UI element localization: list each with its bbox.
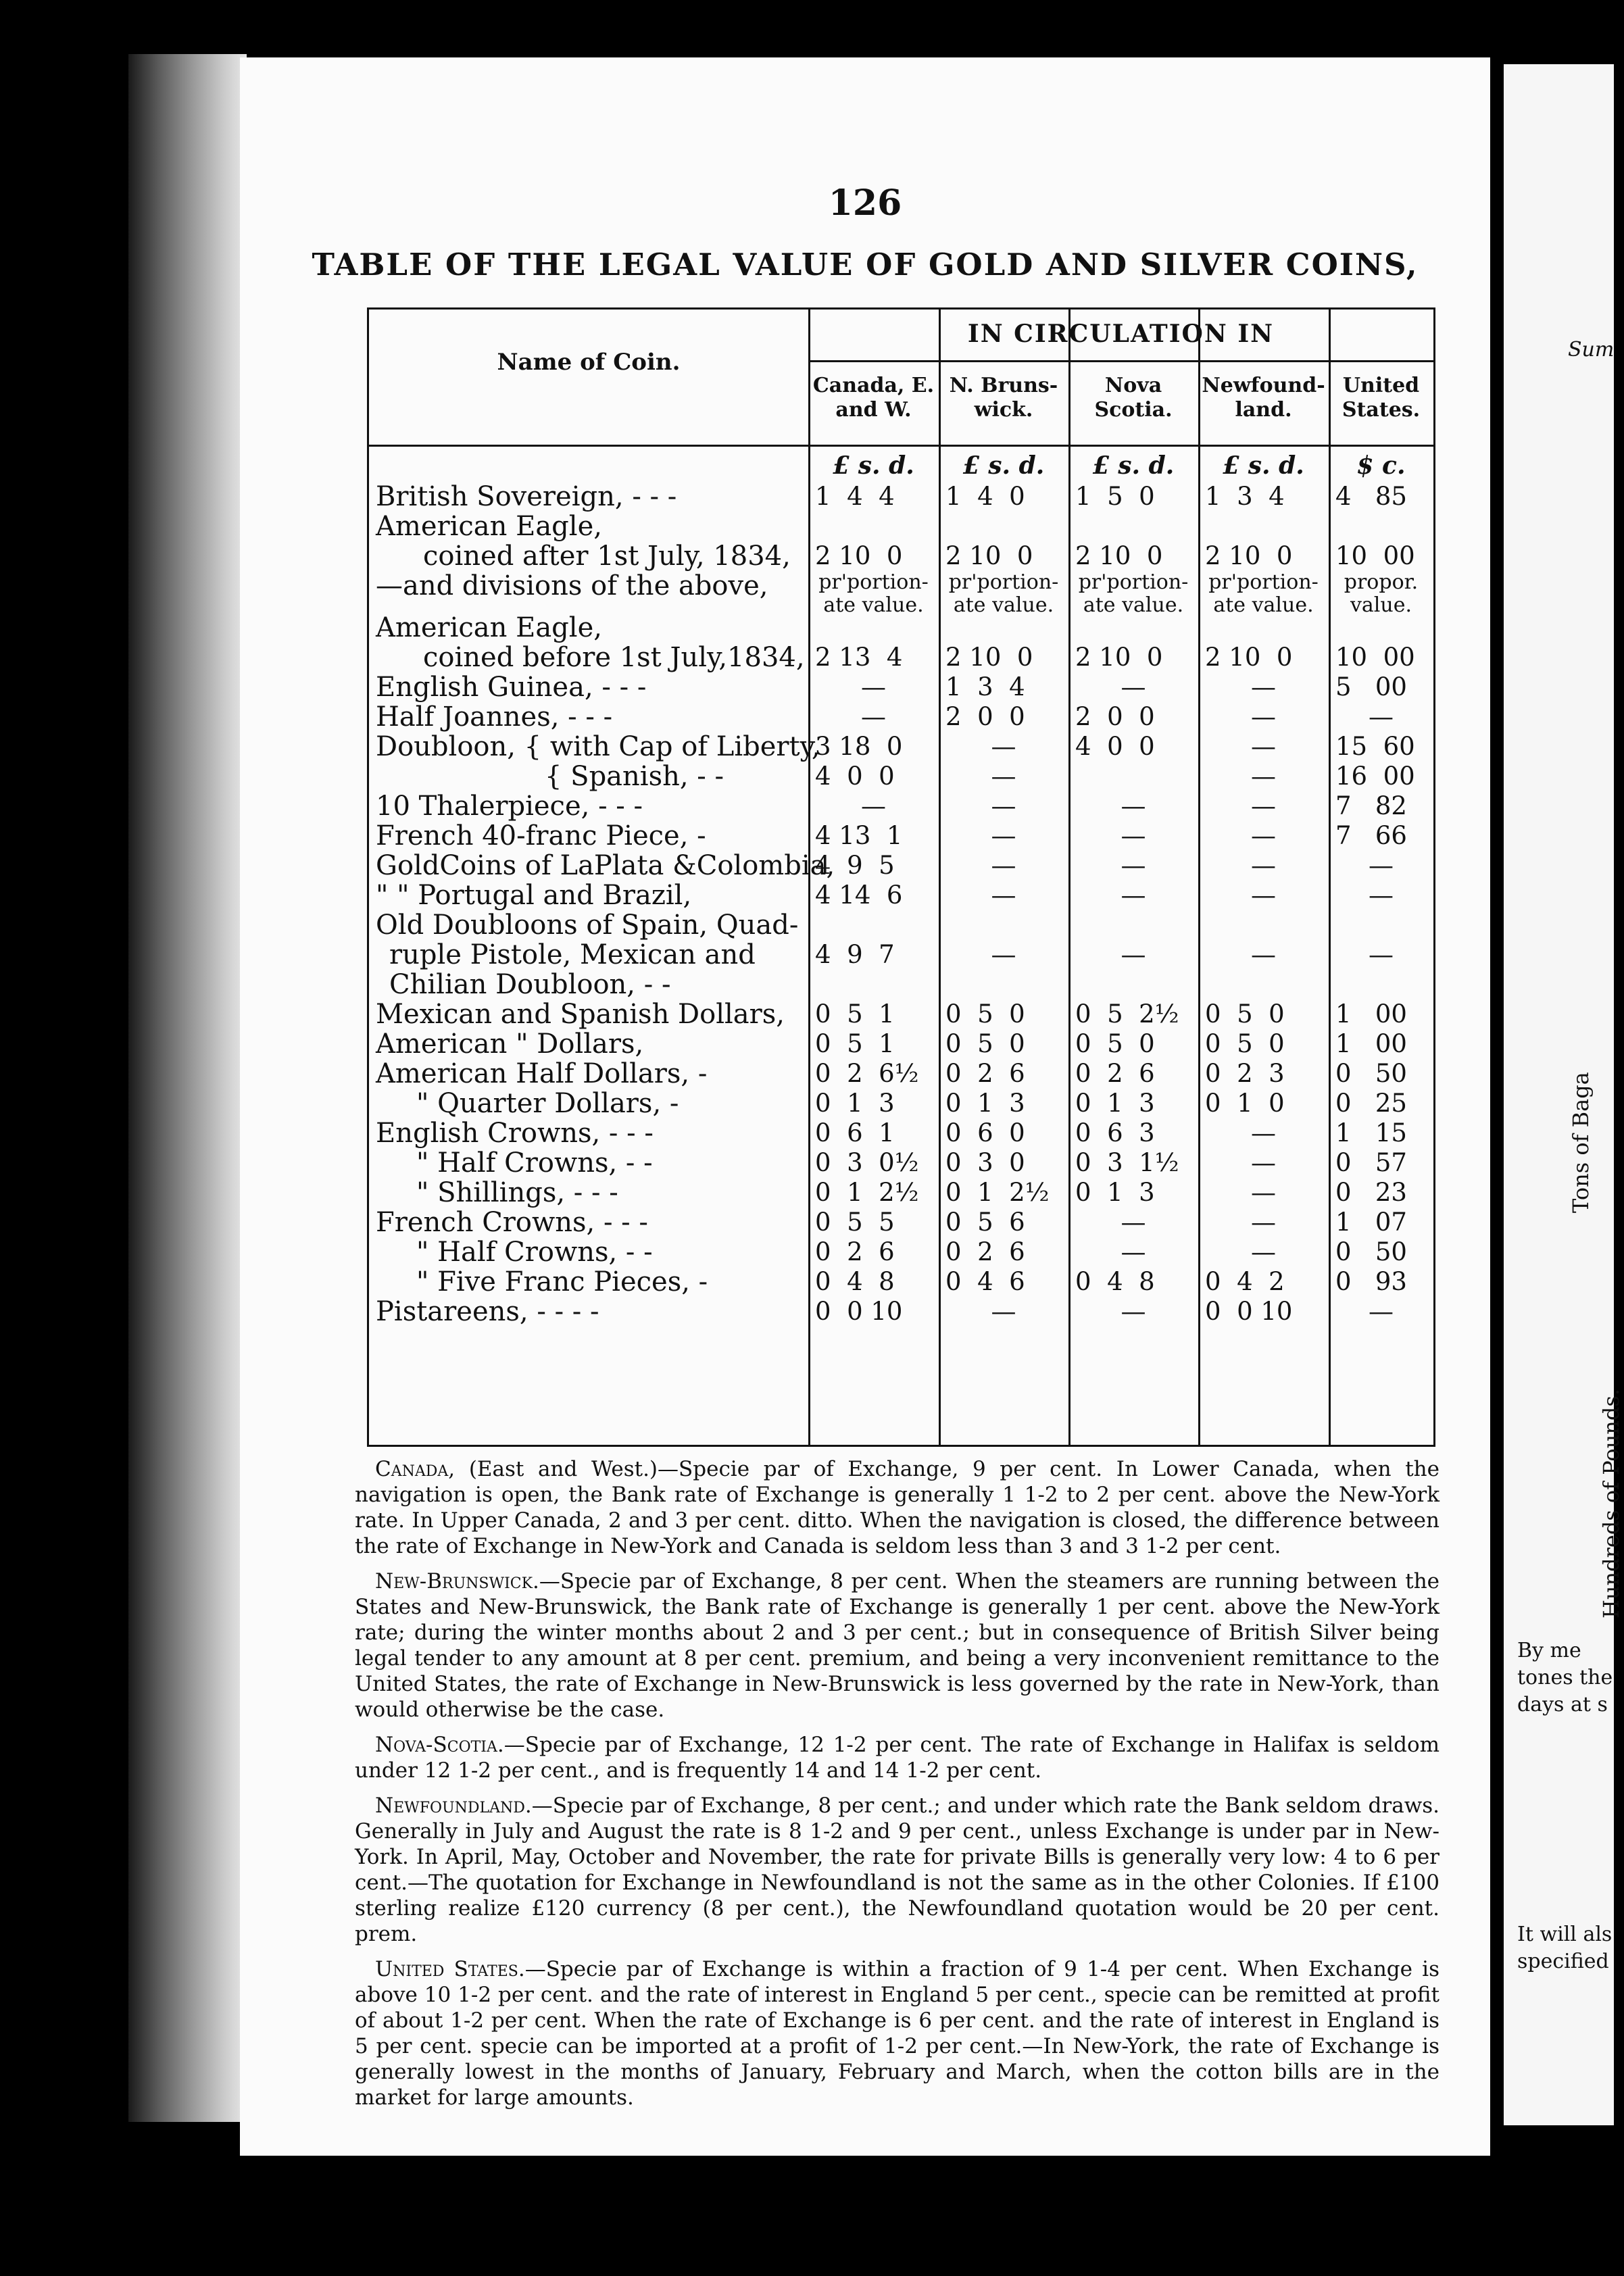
value-cell: — bbox=[1369, 851, 1394, 880]
note-text: (East and West.)—Specie par of Exchange, 9 per cent. In Lower Canada, when the navigation is open, the Bank rate of Exchange is generally 1 1-2 to 2 per cent. above the New-York rate. In Upper Canada, 2 and 3 per cent. ditto. When the navigation is closed, the difference between the rate of Exchange in New-York and Canada is seldom less than 3 and 3 1-2 per cent. bbox=[355, 1457, 1440, 1558]
note-label: Nova-Scotia. bbox=[375, 1733, 504, 1757]
value-cell: 0 3 0 bbox=[945, 1148, 1025, 1177]
value-cell: 0 5 0 bbox=[1075, 1029, 1155, 1058]
unit-label: £ s. d. bbox=[833, 451, 914, 480]
value-cell: 0 5 1 bbox=[815, 1029, 895, 1058]
value-cell: — bbox=[1369, 881, 1394, 910]
value-cell: 0 50 bbox=[1335, 1059, 1407, 1088]
page-number: 126 bbox=[828, 182, 902, 224]
value-cell: — bbox=[1251, 702, 1276, 731]
value-cell: 4 0 0 bbox=[1075, 732, 1155, 761]
note-label: New-Brunswick. bbox=[375, 1569, 539, 1593]
note-text: —Specie par of Exchange, 8 per cent. When the steamers are running between the States and New-Brunswick, the Bank rate of Exchange is generally 1 per cent. above the New-York rate; during the winter months about 2 and 3 per cent.; but in consequence of British Silver being legal tender to any amount at 8 per cent. premium, and being a very inconvenient remittance to the United States, the rate of Exchange in New-Brunswick is less governed by the rate in New-York, than would otherwise be the case. bbox=[355, 1569, 1440, 1722]
facing-text: Hundreds of Pounds. bbox=[1598, 1389, 1624, 1618]
value-cell: 1 00 bbox=[1335, 1029, 1407, 1058]
coin-name: French Crowns, - - - bbox=[376, 1207, 648, 1238]
coin-name: " Half Crowns, - - bbox=[416, 1237, 653, 1268]
header-rule bbox=[369, 445, 1433, 447]
value-cell: — bbox=[1121, 791, 1146, 820]
value-cell: 7 82 bbox=[1335, 791, 1407, 820]
value-cell: 1 5 0 bbox=[1075, 482, 1155, 511]
value-cell: pr'portion-ate value. bbox=[1078, 570, 1189, 617]
value-cell: 0 1 2½ bbox=[945, 1178, 1050, 1207]
unit-label: £ s. d. bbox=[962, 451, 1045, 480]
value-cell: pr'portion-ate value. bbox=[948, 570, 1059, 617]
value-cell: 1 15 bbox=[1335, 1118, 1407, 1147]
coin-name: " " Portugal and Brazil, bbox=[376, 880, 692, 911]
facing-text: Sum bbox=[1568, 338, 1615, 362]
value-cell: — bbox=[991, 732, 1016, 761]
value-cell: 0 2 6 bbox=[945, 1059, 1025, 1088]
note-label: Canada, bbox=[375, 1457, 456, 1481]
coin-name: —and divisions of the above, bbox=[376, 570, 768, 601]
value-cell: 2 10 0 bbox=[1075, 643, 1163, 672]
value-cell: — bbox=[1251, 881, 1276, 910]
coin-name: Half Joannes, - - - bbox=[376, 701, 613, 733]
value-cell: 2 10 0 bbox=[1205, 541, 1293, 570]
value-cell: 0 5 5 bbox=[815, 1208, 895, 1237]
note-text: —Specie par of Exchange, 8 per cent.; and under which rate the Bank seldom draws. Generally in July and August the rate is 8 1-2 and 9 per cent., unless Exchange is under par in New-York. In April, May, October and November, the rate for private Bills is generally very low: 4 to 6 per cent.—The quotation for Exchange in Newfoundland is not the same as in the other Colonies. If £100 sterling realize £120 currency (8 per cent.), the Newfoundland quotation would be 20 per cent. prem. bbox=[355, 1793, 1440, 1946]
value-cell: — bbox=[1369, 940, 1394, 969]
note-nova-scotia bbox=[355, 1732, 1440, 1783]
value-cell: 0 5 0 bbox=[1205, 1029, 1285, 1058]
value-cell: 2 10 0 bbox=[945, 541, 1033, 570]
value-cell: 0 4 8 bbox=[1075, 1267, 1155, 1296]
notes bbox=[355, 1456, 1440, 2120]
value-cell: 0 3 1½ bbox=[1075, 1148, 1179, 1177]
value-cell: — bbox=[861, 702, 886, 731]
value-cell: 0 50 bbox=[1335, 1237, 1407, 1266]
name-column-header: Name of Coin. bbox=[497, 349, 681, 376]
value-cell: 0 1 3 bbox=[945, 1089, 1025, 1118]
coin-name: 10 Thalerpiece, - - - bbox=[376, 791, 643, 822]
value-cell: 0 1 2½ bbox=[815, 1178, 919, 1207]
value-cell: 0 5 6 bbox=[945, 1208, 1025, 1237]
value-cell: — bbox=[861, 672, 886, 701]
value-cell: — bbox=[1251, 1178, 1276, 1207]
value-cell: 4 0 0 bbox=[815, 762, 895, 791]
unit-label: £ s. d. bbox=[1092, 451, 1175, 480]
coin-name: British Sovereign, - - - bbox=[376, 481, 677, 512]
value-cell: — bbox=[861, 791, 886, 820]
value-cell: — bbox=[1251, 1208, 1276, 1237]
value-cell: pr'portion-ate value. bbox=[818, 570, 929, 617]
book-page bbox=[240, 57, 1490, 2156]
facing-text: days at s bbox=[1517, 1693, 1608, 1716]
value-cell: 0 4 2 bbox=[1205, 1267, 1285, 1296]
value-cell: 4 9 5 bbox=[815, 851, 895, 880]
value-cell: 0 2 6½ bbox=[815, 1059, 919, 1088]
coin-name: English Guinea, - - - bbox=[376, 672, 647, 703]
note-text: —Specie par of Exchange, 12 1-2 per cent. The rate of Exchange in Halifax is seldom under 12 1-2 per cent., and is frequently 14 and 14 1-2 per cent. bbox=[355, 1733, 1440, 1783]
facing-text: By me bbox=[1517, 1639, 1581, 1662]
coin-name: ruple Pistole, Mexican and bbox=[389, 939, 756, 970]
value-cell: 1 3 4 bbox=[1205, 482, 1285, 511]
value-cell: 2 0 0 bbox=[1075, 702, 1155, 731]
value-cell: — bbox=[1121, 1208, 1146, 1237]
value-cell: 0 4 6 bbox=[945, 1267, 1025, 1296]
value-cell: 1 4 0 bbox=[945, 482, 1025, 511]
coin-name: English Crowns, - - - bbox=[376, 1118, 654, 1149]
column-header: N. Bruns-wick. bbox=[949, 374, 1058, 422]
coin-name: " Shillings, - - - bbox=[416, 1177, 618, 1208]
value-cell: 0 0 10 bbox=[1205, 1297, 1293, 1326]
value-cell: — bbox=[1251, 791, 1276, 820]
column-header: United States. bbox=[1342, 374, 1421, 422]
value-cell: — bbox=[1251, 851, 1276, 880]
value-cell: 0 3 0½ bbox=[815, 1148, 919, 1177]
value-cell: 2 13 4 bbox=[815, 643, 903, 672]
value-cell: 0 1 3 bbox=[815, 1089, 895, 1118]
facing-text: tones the bbox=[1517, 1666, 1613, 1689]
value-cell: 1 4 4 bbox=[815, 482, 895, 511]
group-header: IN CIRCULATION IN bbox=[967, 320, 1275, 348]
value-cell: 16 00 bbox=[1335, 762, 1415, 791]
value-cell: 0 1 0 bbox=[1205, 1089, 1285, 1118]
unit-label: $ c. bbox=[1356, 451, 1406, 480]
value-cell: pr'portion-ate value. bbox=[1208, 570, 1319, 617]
value-cell: — bbox=[991, 881, 1016, 910]
column-header: Canada, E. and W. bbox=[812, 374, 935, 422]
value-cell: — bbox=[1251, 762, 1276, 791]
value-cell: 15 60 bbox=[1335, 732, 1415, 761]
value-cell: — bbox=[1251, 1118, 1276, 1147]
value-cell: — bbox=[991, 821, 1016, 850]
value-cell: 0 6 0 bbox=[945, 1118, 1025, 1147]
column-header: Nova Scotia. bbox=[1094, 374, 1173, 422]
value-cell: 0 1 3 bbox=[1075, 1178, 1155, 1207]
value-cell: 4 14 6 bbox=[815, 881, 903, 910]
coin-name: { Spanish, - - bbox=[545, 761, 724, 792]
value-cell: 0 23 bbox=[1335, 1178, 1407, 1207]
value-cell: 10 00 bbox=[1335, 541, 1415, 570]
value-cell: — bbox=[991, 1297, 1016, 1326]
note-canada bbox=[355, 1456, 1440, 1559]
value-cell: 10 00 bbox=[1335, 643, 1415, 672]
value-cell: 0 4 8 bbox=[815, 1267, 895, 1296]
value-cell: 0 5 0 bbox=[945, 1029, 1025, 1058]
value-cell: 0 5 2½ bbox=[1075, 999, 1179, 1029]
value-cell: 0 2 6 bbox=[1075, 1059, 1155, 1088]
value-cell: 0 57 bbox=[1335, 1148, 1407, 1177]
coin-name: Pistareens, - - - - bbox=[376, 1296, 599, 1327]
coin-name: Chilian Doubloon, - - bbox=[389, 969, 671, 1000]
coin-name: American " Dollars, bbox=[376, 1029, 644, 1060]
value-cell: — bbox=[1121, 851, 1146, 880]
value-cell: 1 07 bbox=[1335, 1208, 1407, 1237]
value-cell: 0 6 1 bbox=[815, 1118, 895, 1147]
value-cell: — bbox=[991, 940, 1016, 969]
coin-name: French 40-franc Piece, - bbox=[376, 820, 706, 851]
value-cell: 1 00 bbox=[1335, 999, 1407, 1029]
value-cell: 3 18 0 bbox=[815, 732, 903, 761]
value-cell: 5 00 bbox=[1335, 672, 1407, 701]
value-cell: 0 5 0 bbox=[1205, 999, 1285, 1029]
value-cell: — bbox=[1251, 821, 1276, 850]
coin-name: American Half Dollars, - bbox=[376, 1058, 708, 1089]
value-cell: 0 5 0 bbox=[945, 999, 1025, 1029]
value-cell: 7 66 bbox=[1335, 821, 1407, 850]
value-cell: 2 0 0 bbox=[945, 702, 1025, 731]
note-label: Newfoundland. bbox=[375, 1793, 532, 1818]
value-cell: — bbox=[1251, 732, 1276, 761]
value-cell: — bbox=[1251, 1148, 1276, 1177]
value-cell: 0 25 bbox=[1335, 1089, 1407, 1118]
value-cell: — bbox=[1121, 821, 1146, 850]
coin-name: " Five Franc Pieces, - bbox=[416, 1266, 708, 1297]
coin-name: " Half Crowns, - - bbox=[416, 1147, 653, 1179]
value-cell: 2 10 0 bbox=[945, 643, 1033, 672]
note-new-brunswick bbox=[355, 1568, 1440, 1723]
note-text: —Specie par of Exchange is within a fraction of 9 1-4 per cent. When Exchange is above 10 1-2 per cent. and the rate of interest in England 5 per cent., specie can be remitted at profit of about 1-2 per cent. When the rate of Exchange is 6 per cent. and the rate of interest in England is 5 per cent. specie can be imported at a profit of 1-2 per cent.—In New-York, the rate of Exchange is generally lowest in the months of January, February and March, when the cotton bills are in the market for large amounts. bbox=[355, 1957, 1440, 2110]
value-cell: 4 13 1 bbox=[815, 821, 903, 850]
note-united-states bbox=[355, 1956, 1440, 2110]
value-cell: 4 9 7 bbox=[815, 940, 895, 969]
value-cell: — bbox=[991, 851, 1016, 880]
value-cell: — bbox=[1121, 881, 1146, 910]
value-cell: 2 10 0 bbox=[1205, 643, 1293, 672]
header-rule bbox=[808, 360, 1433, 362]
value-cell: propor. value. bbox=[1344, 570, 1419, 617]
value-cell: — bbox=[1121, 1297, 1146, 1326]
coin-name: " Quarter Dollars, - bbox=[416, 1088, 679, 1119]
facing-text: specified bbox=[1517, 1950, 1609, 1973]
column-header: Newfound-land. bbox=[1202, 374, 1325, 422]
value-cell: — bbox=[1121, 1237, 1146, 1266]
value-cell: 0 5 1 bbox=[815, 999, 895, 1029]
coin-name: GoldCoins of LaPlata &Colombia, bbox=[376, 850, 835, 881]
value-cell: 2 10 0 bbox=[815, 541, 903, 570]
value-cell: 1 3 4 bbox=[945, 672, 1025, 701]
note-newfoundland bbox=[355, 1793, 1440, 1947]
value-cell: 0 6 3 bbox=[1075, 1118, 1155, 1147]
value-cell: — bbox=[1251, 1237, 1276, 1266]
coin-name: Old Doubloons of Spain, Quad- bbox=[376, 910, 799, 941]
facing-text: It will als bbox=[1517, 1923, 1613, 1946]
coin-name: Mexican and Spanish Dollars, bbox=[376, 999, 785, 1030]
coin-table bbox=[367, 307, 1435, 1447]
facing-page bbox=[1504, 64, 1624, 2125]
coin-name: coined after 1st July, 1834, bbox=[423, 541, 791, 572]
value-cell: 0 2 6 bbox=[815, 1237, 895, 1266]
value-cell: 0 2 6 bbox=[945, 1237, 1025, 1266]
coin-name: Doubloon, { with Cap of Liberty, bbox=[376, 731, 820, 762]
facing-text: Tons of Baga bbox=[1568, 1072, 1594, 1213]
coin-name: American Eagle, bbox=[376, 511, 602, 542]
value-cell: — bbox=[1251, 940, 1276, 969]
coin-name: American Eagle, bbox=[376, 612, 602, 643]
page-title: TABLE OF THE LEGAL VALUE OF GOLD AND SILVER COINS, bbox=[312, 247, 1419, 282]
value-cell: — bbox=[1121, 940, 1146, 969]
value-cell: 2 10 0 bbox=[1075, 541, 1163, 570]
value-cell: 0 0 10 bbox=[815, 1297, 903, 1326]
unit-label: £ s. d. bbox=[1223, 451, 1304, 480]
book-spine bbox=[128, 54, 247, 2122]
note-label: United States. bbox=[375, 1957, 525, 1981]
value-cell: — bbox=[1369, 702, 1394, 731]
coin-name: coined before 1st July,1834, bbox=[423, 642, 805, 673]
value-cell: — bbox=[1121, 672, 1146, 701]
value-cell: 0 93 bbox=[1335, 1267, 1407, 1296]
value-cell: — bbox=[991, 791, 1016, 820]
value-cell: — bbox=[991, 762, 1016, 791]
value-cell: 4 85 bbox=[1335, 482, 1407, 511]
value-cell: 0 1 3 bbox=[1075, 1089, 1155, 1118]
value-cell: — bbox=[1251, 672, 1276, 701]
value-cell: — bbox=[1369, 1297, 1394, 1326]
value-cell: 0 2 3 bbox=[1205, 1059, 1285, 1088]
